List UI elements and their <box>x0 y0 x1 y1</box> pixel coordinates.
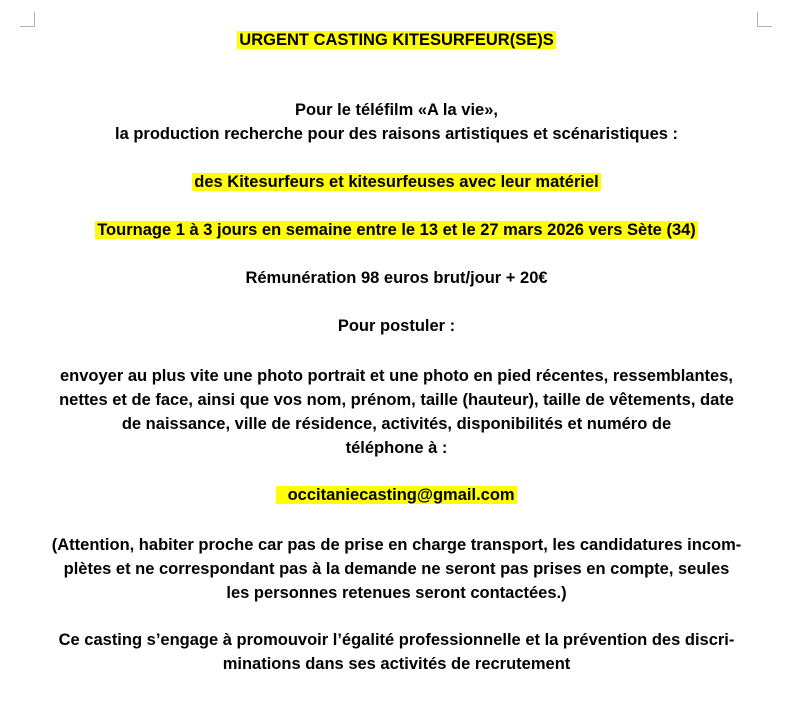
seeking-line <box>0 171 793 193</box>
casting-title: URGENT CASTING KITESURFEUR(SE)S <box>239 31 554 49</box>
page-margin-mark-top-left <box>20 12 35 27</box>
instructions-line-4: téléphone à : <box>345 439 448 457</box>
pay-text: Rémunération 98 euros brut/jour + 20€ <box>245 269 548 287</box>
intro-line-2: la production recherche pour des raisons artistiques et scénaristiques : <box>115 125 678 143</box>
warning-line-3: les personnes retenues seront contactées.) <box>226 584 567 602</box>
shooting-text: Tournage 1 à 3 jours en semaine entre le 13 et le 27 mars 2026 vers Sète (34) <box>97 221 696 239</box>
intro-line-1: Pour le téléfilm «A la vie», <box>295 101 498 119</box>
apply-heading: Pour postuler : <box>337 317 456 335</box>
seeking-text: des Kitesurfeurs et kitesurfeuses avec leur matériel <box>194 173 599 191</box>
warning-line-1: (Attention, habiter proche car pas de prise en charge transport, les candidatures incom- <box>51 536 742 554</box>
warning-line-2: plètes et ne correspondant pas à la demande ne seront pas prises en compte, seules <box>63 560 730 578</box>
instructions-line-1: envoyer au plus vite une photo portrait et une photo en pied récentes, ressemblantes, <box>60 367 733 385</box>
contact-email[interactable]: occitaniecasting@gmail.com <box>278 486 515 504</box>
instructions-line-2: nettes et de face, ainsi que vos nom, prénom, taille (hauteur), taille de vêtements, date <box>59 391 734 409</box>
shooting-line <box>0 219 793 241</box>
instructions-line-3: de naissance, ville de résidence, activités, disponibilités et numéro de <box>121 415 672 433</box>
charter-line-1: Ce casting s’engage à promouvoir l’égalité professionnelle et la prévention des discri- <box>58 631 735 649</box>
email-line <box>0 484 793 506</box>
page-margin-mark-top-right <box>757 12 772 27</box>
charter-line-2: minations dans ses activités de recrutement <box>222 655 571 673</box>
casting-title-line <box>0 29 793 51</box>
